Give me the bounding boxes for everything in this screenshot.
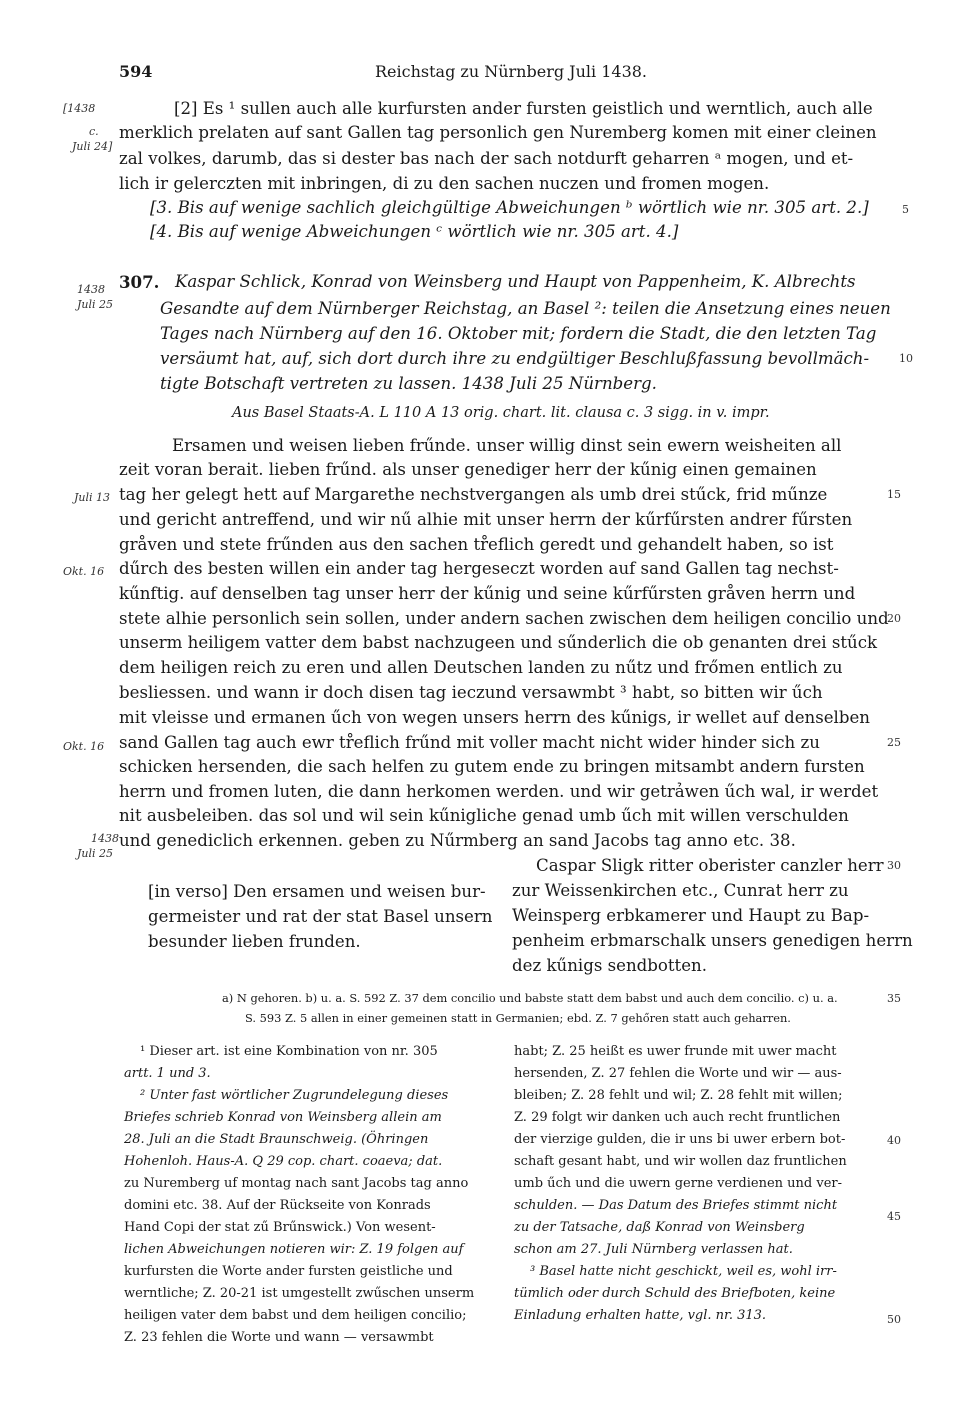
footnote-line: schulden. — Das Datum des Briefes stimmt nicht xyxy=(514,1198,838,1213)
footnote-line: ² Unter fast wörtlicher Zugrundelegung dieses xyxy=(140,1088,449,1103)
footnote-line: lichen Abweichungen notieren wir: Z. 19 folgen auf xyxy=(124,1242,464,1257)
body-line: herrn und fromen luten, die dann herkomen werden. und wir getrảwen űch wal, ir werdet xyxy=(119,782,879,801)
body-line: tag her gelegt hett auf Margarethe nechstvergangen als umb drei stűck, frid műnze xyxy=(119,485,828,504)
signature-line: penheim erbmarschalk unsers genedigen herrn xyxy=(512,931,913,950)
body-line: dem heiligen reich zu eren und allen Deutschen landen zu nűtz und frőmen entlich zu xyxy=(119,658,843,677)
footnote-line: der vierzige gulden, die ir uns bi uwer erbern bot- xyxy=(514,1132,846,1147)
signature-line: zur Weissenkirchen etc., Cunrat herr zu xyxy=(512,881,849,900)
margin-date: Okt. 16 xyxy=(63,565,105,578)
margin-date: 1438 xyxy=(77,283,105,296)
footnote-line: artt. 1 und 3. xyxy=(124,1066,211,1081)
footnote-line: hersenden, Z. 27 fehlen die Worte und wir — aus- xyxy=(514,1066,842,1081)
line-number: 20 xyxy=(887,612,901,625)
apparatus-line: a) N gehoren. b) u. a. S. 592 Z. 37 dem concilio und babste statt dem babst und auch dem concilio. c) u. a. xyxy=(222,991,838,1005)
body-line: sand Gallen tag auch ewr tr̊eflich frűnd mit voller macht nicht wider hinder sich zu xyxy=(119,733,820,752)
source-citation: Aus Basel Staats-A. L 110 A 13 orig. chart. lit. clausa c. 3 sigg. in v. impr. xyxy=(232,405,770,421)
running-title: Reichstag zu Nürnberg Juli 1438. xyxy=(375,62,648,81)
footnote-line: zu Nuremberg uf montag nach sant Jacobs tag anno xyxy=(124,1176,469,1191)
signature-line: Caspar Sligk ritter oberister canzler herr xyxy=(536,856,884,875)
footnote-line: umb űch und die uwern gerne verdienen und ver- xyxy=(514,1176,842,1191)
footnote-line: habt; Z. 25 heißt es uwer frunde mit uwer macht xyxy=(514,1044,837,1059)
body-line: unserm heiligem vatter dem babst nachzugeen und sűnderlich die ob genanten drei stűck xyxy=(119,633,878,652)
page-number: 594 xyxy=(119,62,153,81)
signature-line: dez kűnigs sendbotten. xyxy=(512,956,707,975)
article-4: [4. Bis auf wenige Abweichungen ᶜ wörtlich wie nr. 305 art. 4.] xyxy=(150,222,679,241)
line-number: 35 xyxy=(887,992,901,1005)
footnote-line: Briefes schrieb Konrad von Weinsberg allein am xyxy=(124,1110,442,1125)
body-line: gråven und stete frűnden aus den sachen tr̊eflich geredt und gehandelt haben, so ist xyxy=(119,535,834,554)
footnote-line: ¹ Dieser art. ist eine Kombination von nr. 305 xyxy=(140,1044,438,1059)
document-summary-line: Kaspar Schlick, Konrad von Weinsberg und Haupt von Pappenheim, K. Albrechts xyxy=(175,272,856,291)
line-number: 40 xyxy=(887,1134,901,1147)
body-line: schicken hersenden, die sach helfen zu gutem ende zu bringen mitsambt andern fursten xyxy=(119,757,865,776)
article-2-line: lich ir gelerczten mit inbringen, di zu den sachen nuczen und fromen mogen. xyxy=(119,174,770,193)
article-2-line: zal volkes, darumb, das si dester bas nach der sach notdurft geharren ᵃ mogen, und et- xyxy=(119,149,854,168)
body-line: nit ausbeleiben. das sol und wil sein kűnigliche genad umb űch mit willen verschulden xyxy=(119,806,849,825)
address-line: [in verso] Den ersamen und weisen bur- xyxy=(148,882,486,901)
article-2-line: [2] Es ¹ sullen auch alle kurfursten ander fursten geistlich und werntlich, auch alle xyxy=(174,99,873,118)
address-line: germeister und rat der stat Basel unsern xyxy=(148,907,493,926)
document-summary-line: versäumt hat, auf, sich dort durch ihre zu endgültiger Beschlußfassung bevollmäch- xyxy=(160,349,870,368)
footnote-line: tümlich oder durch Schuld des Briefboten, keine xyxy=(514,1286,836,1301)
footnote-line: heiligen vater dem babst und dem heiligen concilio; xyxy=(124,1308,467,1323)
margin-note: Juli 24] xyxy=(72,140,113,153)
line-number: 10 xyxy=(899,352,913,365)
body-line: und gericht antreffend, und wir nű alhie mit unser herrn der kűrfűrsten andrer fűrsten xyxy=(119,510,853,529)
footnote-line: 28. Juli an die Stadt Braunschweig. (Öhringen xyxy=(124,1132,429,1147)
line-number: 25 xyxy=(887,736,901,749)
document-summary-line: Tages nach Nürnberg auf den 16. Oktober mit; fordern die Stadt, die den letzten Tag xyxy=(160,324,877,343)
footnote-line: ³ Basel hatte nicht geschickt, weil es, wohl irr- xyxy=(530,1264,837,1279)
document-number: 307. xyxy=(119,272,160,292)
footnote-line: werntliche; Z. 20-21 ist umgestellt zwűschen unserm xyxy=(124,1286,475,1301)
footnote-line: domini etc. 38. Auf der Rückseite von Konrads xyxy=(124,1198,431,1213)
body-line: stete alhie personlich sein sollen, under andern sachen zwischen dem heiligen concilio und xyxy=(119,609,889,628)
body-line: zeit voran berait. lieben frűnd. als unser genediger herr der kűnig einen gemainen xyxy=(119,460,817,479)
footnote-line: Hohenloh. Haus-A. Q 29 cop. chart. coaeva; dat. xyxy=(124,1154,443,1169)
footnote-line: kurfursten die Worte ander fursten geistliche und xyxy=(124,1264,453,1279)
footnote-line: schaft gesant habt, und wir wollen daz fruntlichen xyxy=(514,1154,847,1169)
margin-note: c. xyxy=(89,125,99,138)
margin-date: 1438 xyxy=(91,832,119,845)
footnote-line: zu der Tatsache, daß Konrad von Weinsberg xyxy=(514,1220,805,1235)
line-number: 50 xyxy=(887,1313,901,1326)
footnote-line: Z. 23 fehlen die Worte und wann — versawmbt xyxy=(124,1330,434,1345)
signature-line: Weinsperg erbkamerer und Haupt zu Bap- xyxy=(512,906,870,925)
margin-date: Juli 25 xyxy=(77,298,114,311)
footnote-line: Z. 29 folgt wir danken uch auch recht fruntlichen xyxy=(514,1110,841,1125)
margin-date: Juli 25 xyxy=(77,847,114,860)
body-line: mit vleisse und ermanen űch von wegen unsers herrn des kűnigs, ir wellet auf denselben xyxy=(119,708,870,727)
body-line: und genediclich erkennen. geben zu Nűrmberg an sand Jacobs tag anno etc. 38. xyxy=(119,831,796,850)
address-line: besunder lieben frunden. xyxy=(148,932,361,951)
document-summary-line: Gesandte auf dem Nürnberger Reichstag, an Basel ²: teilen die Ansetzung eines neuen xyxy=(160,299,891,318)
document-summary-line: tigte Botschaft vertreten zu lassen. 1438 Juli 25 Nürnberg. xyxy=(160,374,657,393)
footnote-line: schon am 27. Juli Nürnberg verlassen hat. xyxy=(514,1242,793,1257)
body-line: dűrch des besten willen ein ander tag hergeseczt worden auf sand Gallen tag nechst- xyxy=(119,559,839,578)
margin-date: Okt. 16 xyxy=(63,740,105,753)
line-number: 15 xyxy=(887,488,901,501)
footnote-line: Hand Copi der stat zű Brűnswick.) Von wesent- xyxy=(124,1220,436,1235)
footnote-line: bleiben; Z. 28 fehlt und wil; Z. 28 fehlt mit willen; xyxy=(514,1088,843,1103)
margin-note: [1438 xyxy=(63,102,96,115)
line-number: 5 xyxy=(902,203,909,216)
line-number: 45 xyxy=(887,1210,901,1223)
margin-date: Juli 13 xyxy=(74,491,111,504)
body-line: Ersamen und weisen lieben frűnde. unser willig dinst sein ewern weisheiten all xyxy=(172,436,842,455)
footnote-line: Einladung erhalten hatte, vgl. nr. 313. xyxy=(514,1308,767,1323)
article-2-line: merklich prelaten auf sant Gallen tag personlich gen Nuremberg komen mit einer cleinen xyxy=(119,123,877,142)
body-line: kűnftig. auf denselben tag unser herr der kűnig und seine kűrfűrsten gråven herrn und xyxy=(119,584,856,603)
apparatus-line: S. 593 Z. 5 allen in einer gemeinen statt in Germanien; ebd. Z. 7 gehőren statt auch geharren. xyxy=(245,1011,791,1025)
body-line: besliessen. und wann ir doch disen tag ieczund versawmbt ³ habt, so bitten wir űch xyxy=(119,683,823,702)
article-3: [3. Bis auf wenige sachlich gleichgültige Abweichungen ᵇ wörtlich wie nr. 305 art. 2.] xyxy=(150,198,869,217)
line-number: 30 xyxy=(887,859,901,872)
